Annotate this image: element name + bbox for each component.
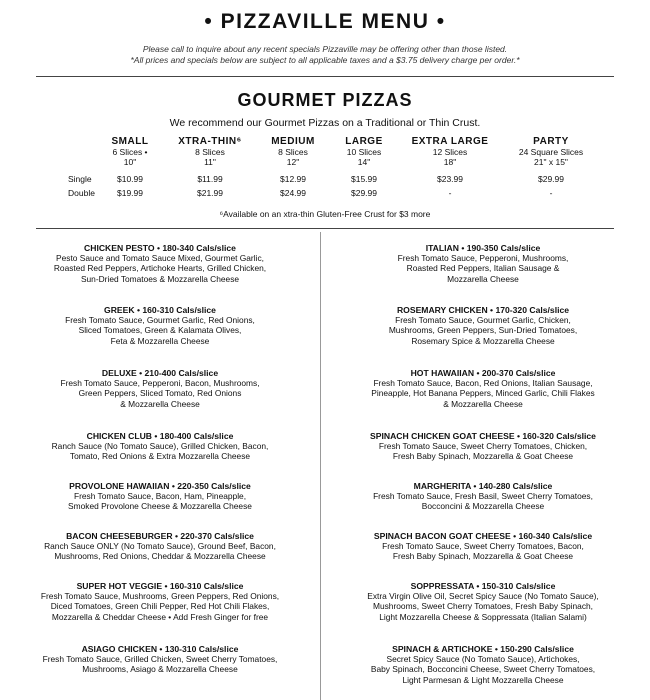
size-name: EXTRA LARGE (411, 136, 489, 147)
item-desc: Pesto Sauce and Tomato Sauce Mixed, Gourmet Garlic, (56, 253, 264, 264)
row-label: Single (68, 174, 92, 184)
price-cell: $29.99 (538, 174, 564, 184)
menu-item (10, 481, 310, 512)
price-cell: $12.99 (280, 174, 306, 184)
item-desc: Roasted Red Peppers, Italian Sausage & (406, 263, 560, 274)
item-desc: Fresh Tomato Sauce, Bacon, Ham, Pineapple, (73, 491, 247, 502)
menu-item (10, 368, 310, 409)
item-desc: Pineapple, Hot Banana Peppers, Minced Garlic, Chili Flakes (371, 388, 595, 399)
divider (36, 228, 614, 229)
item-desc: Rosemary Spice & Mozzarella Cheese (411, 335, 555, 346)
size-name: PARTY (533, 136, 569, 147)
item-desc: Fresh Tomato Sauce, Sweet Cherry Tomatoes, Bacon, (382, 541, 584, 552)
item-desc: Roasted Red Peppers, Artichoke Hearts, Grilled Chicken, (53, 263, 267, 274)
item-desc: Mushrooms, Red Onions, Cheddar & Mozzarella Cheese (54, 551, 266, 562)
item-desc: Green Peppers, Sliced Tomato, Red Onions (78, 388, 242, 399)
item-name: SPINACH & ARTICHOKE • 150-290 Cals/slice (392, 644, 574, 654)
item-desc: Fresh Tomato Sauce, Pepperoni, Mushrooms, (397, 253, 569, 264)
size-inches: 10" (123, 157, 137, 167)
item-desc: Sliced Tomatoes, Green & Kalamata Olives, (78, 325, 242, 336)
price-cell: $15.99 (351, 174, 377, 184)
item-desc: Light Parmesan & Light Mozzarella Cheese (402, 674, 564, 685)
item-name: BACON CHEESEBURGER • 220-370 Cals/slice (66, 531, 254, 541)
item-desc: Fresh Baby Spinach, Mozzarella & Goat Cheese (392, 451, 574, 462)
item-desc: Secret Spicy Sauce (No Tomato Sauce), Artichokes, (386, 654, 580, 665)
item-name: MARGHERITA • 140-280 Cals/slice (413, 481, 553, 491)
size-column (501, 136, 601, 167)
menu-item (333, 431, 633, 462)
item-desc: Extra Virgin Olive Oil, Secret Spicy Sauce (No Tomato Sauce), (367, 591, 599, 602)
menu-item (333, 531, 633, 562)
item-desc: Feta & Mozzarella Cheese (110, 335, 210, 346)
row-label: Double (68, 188, 95, 198)
menu-item (10, 531, 310, 562)
item-desc: Smoked Provolone Cheese & Mozzarella Cheese (68, 501, 252, 512)
item-desc: Diced Tomatoes, Green Chili Pepper, Red Hot Chili Flakes, (50, 601, 270, 612)
header-note: Please call to inquire about any recent specials Pizzaville may be offering other than those listed. (142, 44, 508, 54)
item-desc: Tomato, Red Onions & Extra Mozzarella Cheese (69, 451, 251, 462)
size-inches: 12" (286, 157, 300, 167)
item-desc: Fresh Baby Spinach, Mozzarella & Goat Cheese (392, 551, 574, 562)
size-name: SMALL (111, 136, 149, 147)
item-name: ITALIAN • 190-350 Cals/slice (425, 243, 541, 253)
item-desc: Ranch Sauce ONLY (No Tomato Sauce), Ground Beef, Bacon, (44, 541, 276, 552)
size-name: LARGE (345, 136, 383, 147)
item-name: ROSEMARY CHICKEN • 170-320 Cals/slice (396, 305, 570, 315)
item-desc: Mushrooms, Asiago & Mozzarella Cheese (82, 664, 238, 675)
size-slices: 8 Slices (195, 147, 225, 157)
size-slices: 6 Slices • (112, 147, 148, 157)
item-desc: & Mozzarella Cheese (443, 398, 523, 409)
item-desc: Fresh Tomato Sauce, Grilled Chicken, Sweet Cherry Tomatoes, (42, 654, 278, 665)
item-desc: Mozzarella & Cheddar Cheese • Add Fresh Ginger for free (51, 611, 269, 622)
divider (36, 76, 614, 77)
item-name: SUPER HOT VEGGIE • 160-310 Cals/slice (76, 581, 244, 591)
item-name: SOPPRESSATA • 150-310 Cals/slice (410, 581, 556, 591)
item-desc: Fresh Tomato Sauce, Fresh Basil, Sweet Cherry Tomatoes, (373, 491, 593, 502)
gluten-free-footnote: ⁶Available on an xtra-thin Gluten-Free Crust for $3 more (219, 209, 431, 219)
header-note: *All prices and specials below are subject to all applicable taxes and a $3.75 delivery charge per order.* (130, 55, 520, 65)
price-cell: $24.99 (280, 188, 306, 198)
column-divider (320, 232, 321, 700)
size-name: XTRA-THIN⁶ (178, 136, 242, 147)
recommendation-text: We recommend our Gourmet Pizzas on a Traditional or Thin Crust. (169, 117, 481, 129)
price-cell: $19.99 (117, 188, 143, 198)
menu-item (10, 644, 310, 675)
menu-item (10, 581, 310, 622)
item-desc: Mushrooms, Sweet Cherry Tomatoes, Fresh Baby Spinach, (372, 601, 593, 612)
size-inches: 21" x 15" (534, 157, 568, 167)
item-desc: Mozzarella Cheese (447, 273, 519, 284)
item-name: CHICKEN PESTO • 180-340 Cals/slice (84, 243, 236, 253)
item-desc: Fresh Tomato Sauce, Gourmet Garlic, Red Onions, (65, 315, 255, 326)
item-desc: Fresh Tomato Sauce, Sweet Cherry Tomatoes, Chicken, (378, 441, 588, 452)
size-column (314, 136, 414, 167)
item-name: DELUXE • 210-400 Cals/slice (101, 368, 219, 378)
price-cell: $11.99 (197, 174, 223, 184)
item-name: HOT HAWAIIAN • 200-370 Cals/slice (410, 368, 556, 378)
size-column (400, 136, 500, 167)
item-desc: Light Mozzarella Cheese & Soppressata (Italian Salami) (379, 611, 587, 622)
page-title: • PIZZAVILLE MENU • (204, 10, 446, 33)
item-desc: Baby Spinach, Bocconcini Cheese, Sweet Cherry Tomatoes, (370, 664, 596, 675)
item-desc: Mushrooms, Green Peppers, Sun-Dried Tomatoes, (388, 325, 578, 336)
menu-item (333, 644, 633, 685)
item-desc: Fresh Tomato Sauce, Mushrooms, Green Peppers, Red Onions, (40, 591, 280, 602)
item-desc: Sun-Dried Tomatoes & Mozzarella Cheese (80, 273, 240, 284)
menu-item (333, 305, 633, 346)
menu-item (10, 243, 310, 284)
item-name: PROVOLONE HAWAIIAN • 220-350 Cals/slice (69, 481, 251, 491)
menu-item (333, 243, 633, 284)
size-inches: 11" (204, 157, 216, 167)
price-cell: $23.99 (437, 174, 463, 184)
price-cell: $10.99 (117, 174, 143, 184)
item-name: SPINACH CHICKEN GOAT CHEESE • 160-320 Cals/slice (370, 431, 596, 441)
size-inches: 18" (443, 157, 457, 167)
size-slices: 8 Slices (278, 147, 308, 157)
menu-item (10, 431, 310, 462)
price-cell: - (549, 188, 553, 198)
item-desc: Bocconcini & Mozzarella Cheese (421, 501, 545, 512)
size-slices: 24 Square Slices (518, 147, 584, 157)
item-name: GREEK • 160-310 Cals/slice (104, 305, 216, 315)
size-inches: 14" (357, 157, 371, 167)
menu-item (333, 481, 633, 512)
item-name: CHICKEN CLUB • 180-400 Cals/slice (86, 431, 234, 441)
item-desc: Fresh Tomato Sauce, Pepperoni, Bacon, Mushrooms, (60, 378, 260, 389)
price-cell: $29.99 (351, 188, 377, 198)
price-cell: $21.99 (197, 188, 223, 198)
item-desc: Ranch Sauce (No Tomato Sauce), Grilled Chicken, Bacon, (51, 441, 269, 452)
item-desc: Fresh Tomato Sauce, Gourmet Garlic, Chicken, (395, 315, 571, 326)
size-slices: 12 Slices (432, 147, 468, 157)
menu-item (10, 305, 310, 346)
section-heading: GOURMET PIZZAS (237, 90, 413, 110)
menu-item (333, 581, 633, 622)
menu-item (333, 368, 633, 409)
item-name: SPINACH BACON GOAT CHEESE • 160-340 Cals/slice (373, 531, 593, 541)
size-slices: 10 Slices (346, 147, 382, 157)
item-desc: Fresh Tomato Sauce, Bacon, Red Onions, Italian Sausage, (373, 378, 593, 389)
size-name: MEDIUM (271, 136, 315, 147)
item-desc: & Mozzarella Cheese (120, 398, 200, 409)
item-name: ASIAGO CHICKEN • 130-310 Cals/slice (81, 644, 239, 654)
price-cell: - (448, 188, 452, 198)
